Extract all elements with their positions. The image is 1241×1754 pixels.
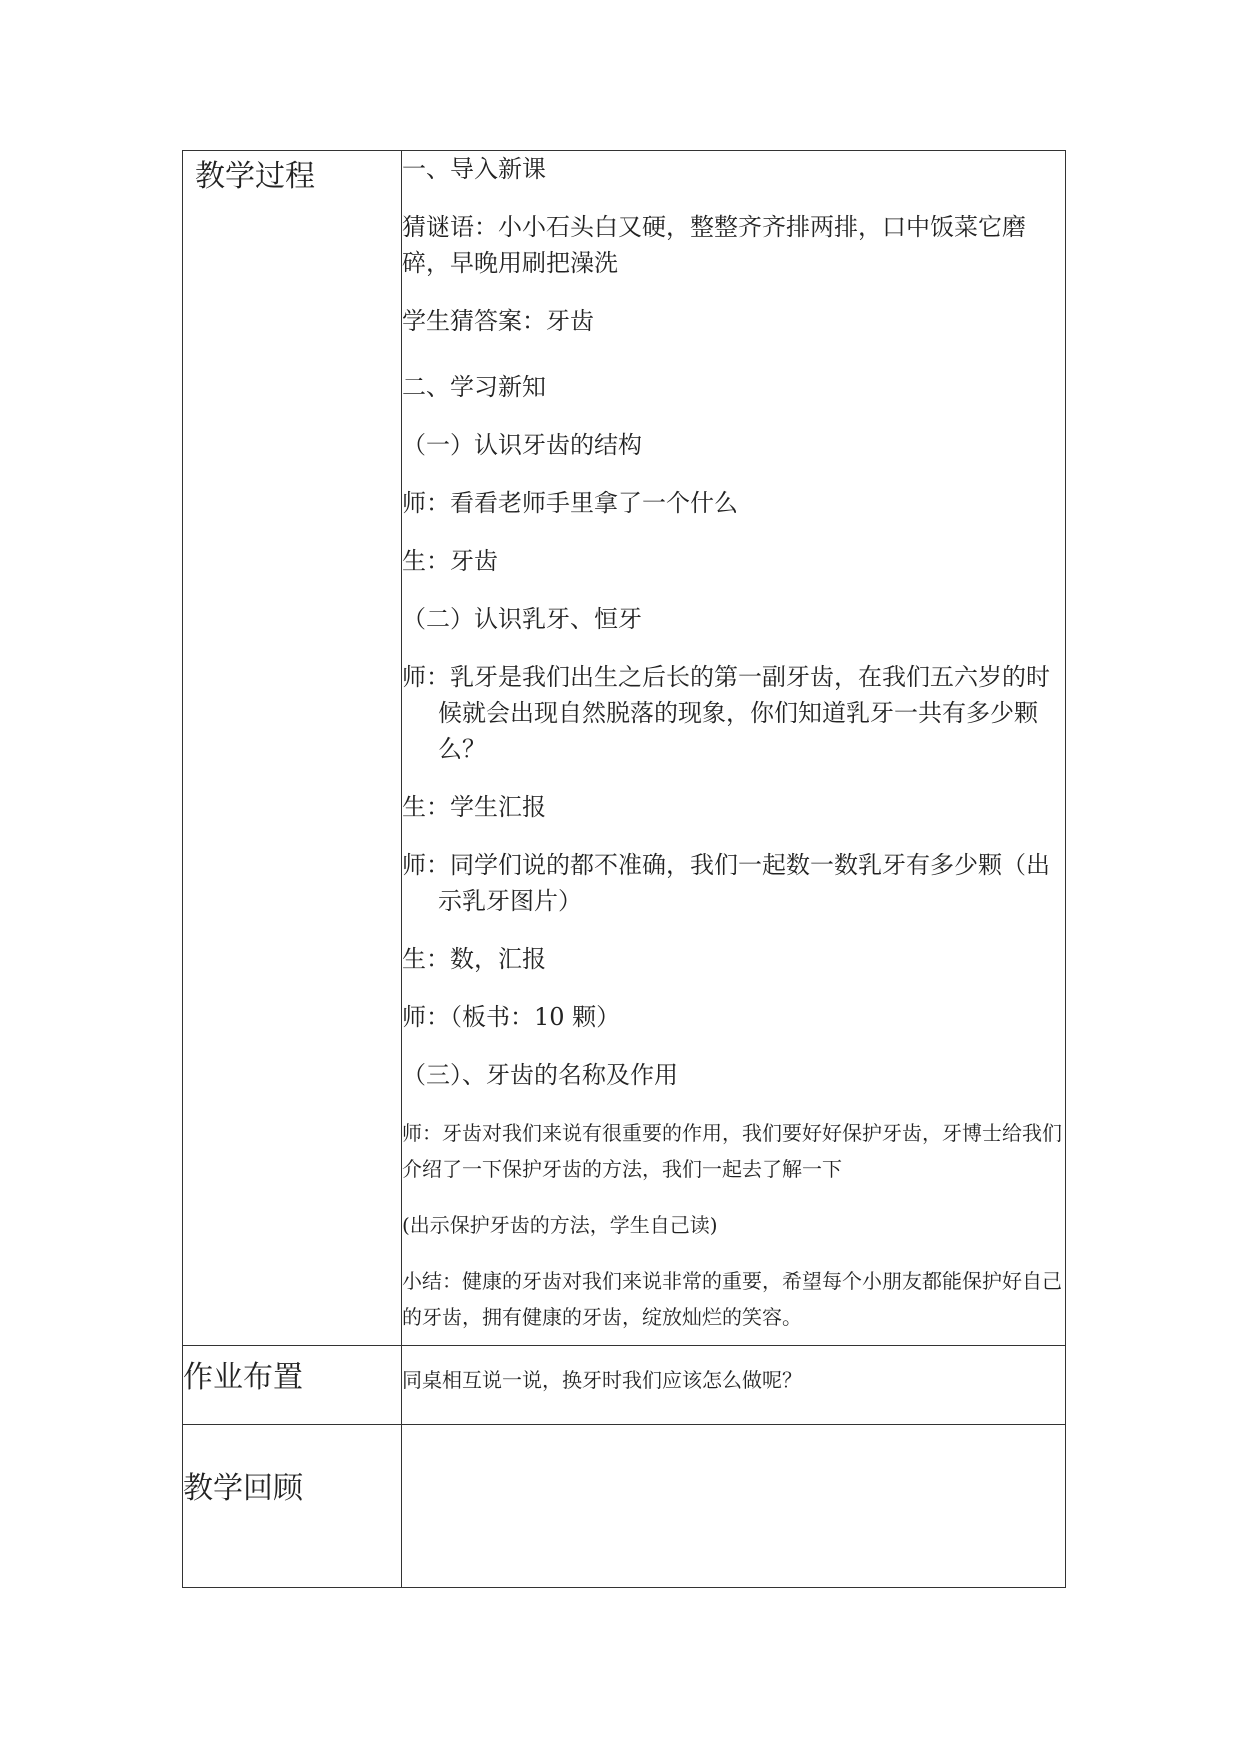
row-review	[183, 1425, 1066, 1588]
summary: 小结：健康的牙齿对我们来说非常的重要，希望每个小朋友都能保护好自己的牙齿，拥有健康的牙齿，绽放灿烂的笑容。	[402, 1269, 1062, 1329]
subsection-heading: （一）认识牙齿的结构	[402, 431, 642, 459]
lesson-plan-table	[182, 150, 1066, 1588]
dialogue-line: 师：（板书：10 颗）	[402, 1003, 621, 1031]
section-heading: 二、学习新知	[402, 373, 546, 401]
row-homework	[183, 1346, 1066, 1425]
subsection-heading: （三）、牙齿的名称及作用	[402, 1061, 678, 1089]
dialogue-line: 师：看看老师手里拿了一个什么	[402, 489, 738, 517]
paragraph: 学生猜答案：牙齿	[402, 307, 594, 335]
dialogue-line: 师：同学们说的都不准确，我们一起数一数乳牙有多少颗（出示乳牙图片）	[402, 851, 1050, 915]
section-heading: 一、导入新课	[402, 155, 546, 183]
dialogue-line: 师：乳牙是我们出生之后长的第一副牙齿，在我们五六岁的时候就会出现自然脱落的现象，你们知道乳牙一共有多少颗么？	[402, 663, 1050, 763]
paragraph: (出示保护牙齿的方法，学生自己读)	[402, 1213, 718, 1237]
subsection-heading: （二）认识乳牙、恒牙	[402, 605, 642, 633]
row-teaching-process	[183, 151, 1066, 1346]
dialogue-line: 生：牙齿	[402, 547, 498, 575]
content-review	[402, 1425, 1066, 1588]
homework-text: 同桌相互说一说，换牙时我们应该怎么做呢？	[402, 1368, 802, 1392]
dialogue-line: 生：学生汇报	[402, 793, 546, 821]
content-teaching-process	[402, 151, 1066, 1346]
paragraph: 猜谜语：小小石头白又硬，整整齐齐排两排，口中饭菜它磨碎，早晚用刷把澡洗	[402, 213, 1026, 277]
label-review: 教学回顾	[183, 1425, 402, 1588]
label-teaching-process: 教学过程	[183, 151, 402, 1346]
label-homework: 作业布置	[183, 1346, 402, 1425]
lesson-plan-sheet	[182, 150, 1066, 1588]
dialogue-line: 师：牙齿对我们来说有很重要的作用，我们要好好保护牙齿，牙博士给我们介绍了一下保护牙齿的方法，我们一起去了解一下	[402, 1121, 1062, 1181]
content-homework	[402, 1346, 1066, 1425]
dialogue-line: 生：数，汇报	[402, 945, 546, 973]
